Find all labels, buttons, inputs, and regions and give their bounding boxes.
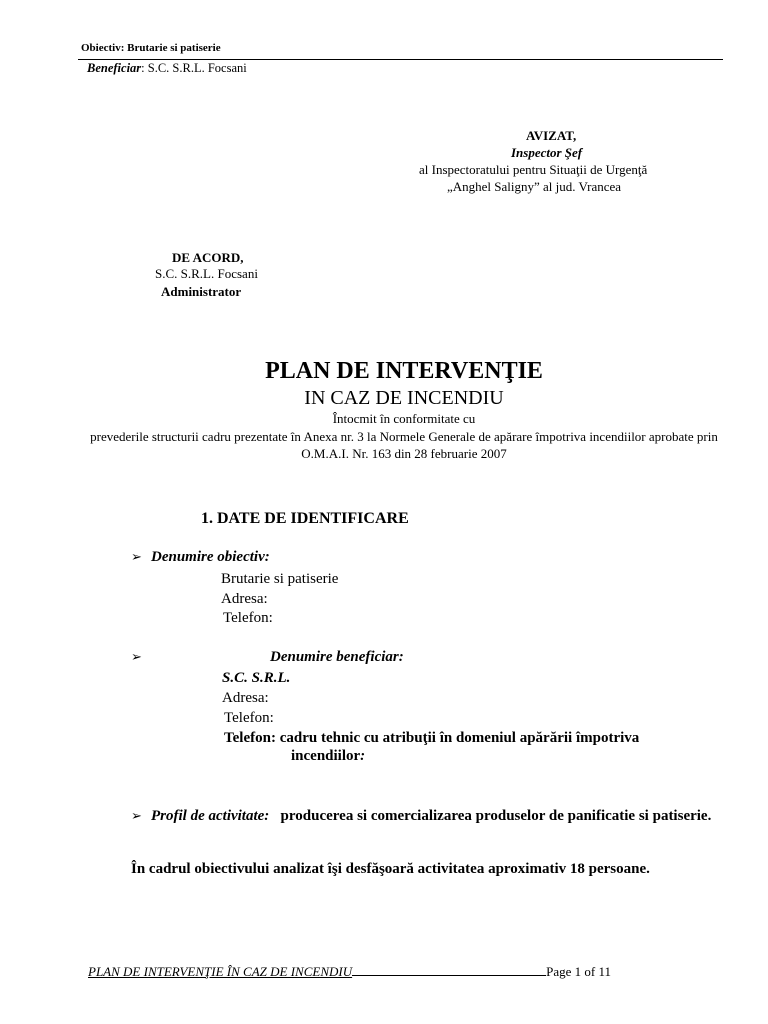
section-title: 1. DATE DE IDENTIFICARE xyxy=(201,510,409,527)
compliance-intro: Întocmit în conformitate cu xyxy=(332,411,476,426)
approval-title: AVIZAT, xyxy=(526,128,577,143)
compliance-reference: prevederile structurii cadru prezentate în Anexa nr. 3 la Normele Generale de apărare împotriva incendiilor aprobate prin O.M.A.I. Nr. 163 din 28 februarie 2007 xyxy=(90,429,718,461)
agreement-company: S.C. S.R.L. Focsani xyxy=(155,266,258,281)
approval-role: Inspector Şef xyxy=(511,145,583,160)
header-objective: Obiectiv: Brutarie si patiserie xyxy=(81,42,221,54)
document-title: PLAN DE INTERVENŢIE xyxy=(265,358,543,384)
beneficiary-label: Denumire beneficiar: xyxy=(270,649,404,665)
beneficiary-tech-phone-cont xyxy=(291,748,365,765)
footer-rule xyxy=(352,963,546,976)
agreement-title: DE ACORD, xyxy=(172,250,244,265)
header-divider xyxy=(78,59,723,60)
beneficiary-tech-phone: Telefon: cadru tehnic cu atribuţii în domeniul apărării împotriva xyxy=(224,730,640,746)
beneficiary-name: S.C. S.R.L. xyxy=(222,670,291,686)
approval-institution: al Inspectoratului pentru Situaţii de Urgenţă xyxy=(419,162,648,177)
activity-profile-text: producerea si comercializarea produselor de panificatie si patiserie. xyxy=(280,808,712,824)
activity-profile-label: Profil de activitate: xyxy=(151,808,270,824)
objective-phone: Telefon: xyxy=(223,610,273,626)
objective-heading xyxy=(131,549,270,566)
header-beneficiary-label: Beneficiar xyxy=(87,61,142,75)
beneficiary-tech-phone-cont-text: incendiilor xyxy=(291,748,361,764)
header-beneficiary-value: : S.C. S.R.L. Focsani xyxy=(141,61,247,75)
agreement-role: Administrator xyxy=(161,284,242,299)
beneficiary-phone: Telefon: xyxy=(224,710,274,726)
objective-label-suffix: : xyxy=(264,549,270,565)
objective-label: Denumire obiectiv xyxy=(151,549,265,565)
activity-profile xyxy=(131,805,723,828)
header-beneficiary xyxy=(87,61,247,76)
footer-title: PLAN DE INTERVENŢIE ÎN CAZ DE INCENDIU xyxy=(88,964,353,979)
staff-count-statement: În cadrul obiectivului analizat îşi desfăşoară activitatea aproximativ 18 persoane. xyxy=(131,861,650,877)
page-number: Page 1 of 11 xyxy=(546,964,611,979)
objective-name: Brutarie si patiserie xyxy=(221,571,339,587)
arrow-bullet-icon: ➢ xyxy=(131,650,142,665)
page-footer xyxy=(88,963,611,980)
approval-county: „Anghel Saligny” al jud. Vrancea xyxy=(447,179,622,194)
beneficiary-address: Adresa: xyxy=(222,690,269,706)
beneficiary-tech-phone-colon: : xyxy=(360,748,366,764)
document-subtitle: IN CAZ DE INCENDIU xyxy=(304,387,504,409)
objective-address: Adresa: xyxy=(221,591,268,607)
beneficiary-bullet-row xyxy=(131,649,151,666)
arrow-bullet-icon: ➢ xyxy=(131,550,142,565)
arrow-bullet-icon: ➢ xyxy=(131,809,142,824)
